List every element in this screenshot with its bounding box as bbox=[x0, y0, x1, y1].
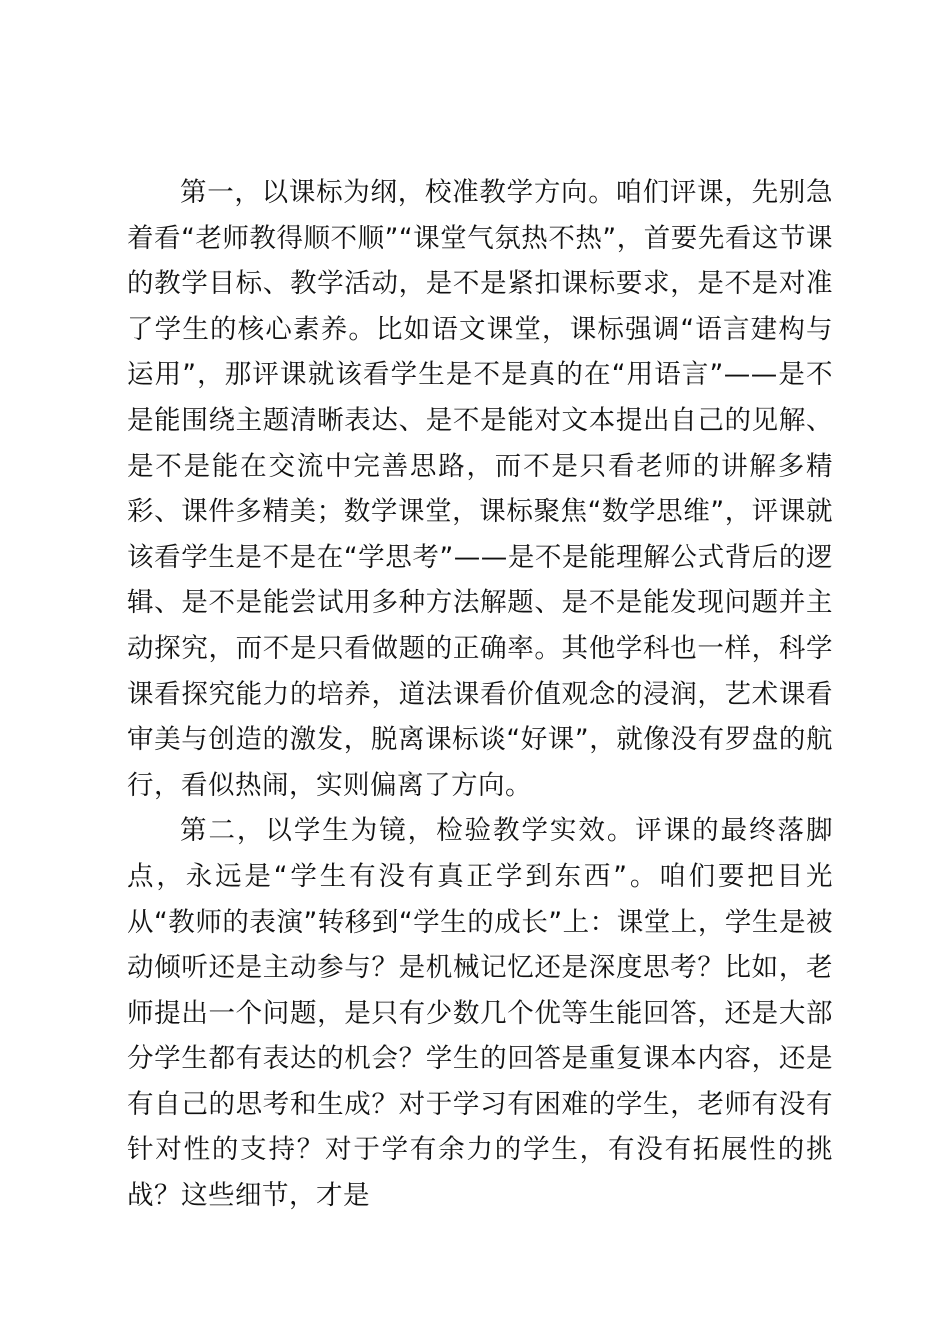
paragraph-1: 第一，以课标为纲，校准教学方向。咱们评课，先别急着看“老师教得顺不顺”“课堂气氛热不热”，首要先看这节课的教学目标、教学活动，是不是紧扣课标要求，是不是对准了学生的核心素养。比如语文课堂，课标强调“语言建构与运用”，那评课就该看学生是不是真的在“用语言”——是不是能围绕主题清晰表达、是不是能对文本提出自己的见解、是不是能在交流中完善思路，而不是只看老师的讲解多精彩、课件多精美；数学课堂，课标聚焦“数学思维”，评课就该看学生是不是在“学思考”——是不是能理解公式背后的逻辑、是不是能尝试用多种方法解题、是不是能发现问题并主动探究，而不是只看做题的正确率。其他学科也一样，科学课看探究能力的培养，道法课看价值观念的浸润，艺术课看审美与创造的激发，脱离课标谈“好课”，就像没有罗盘的航行，看似热闹，实则偏离了方向。 bbox=[127, 177, 833, 801]
paragraph-2: 第二，以学生为镜，检验教学实效。评课的最终落脚点，永远是“学生有没有真正学到东西”。咱们要把目光从“教师的表演”转移到“学生的成长”上：课堂上，学生是被动倾听还是主动参与？是机械记忆还是深度思考？比如，老师提出一个问题，是只有少数几个优等生能回答，还是大部分学生都有表达的机会？学生的回答是重复课本内容，还是有自己的思考和生成？对于学习有困难的学生，老师有没有针对性的支持？对于学有余力的学生，有没有拓展性的挑战？这些细节，才是 bbox=[127, 815, 833, 1212]
document-body bbox=[127, 170, 833, 1219]
